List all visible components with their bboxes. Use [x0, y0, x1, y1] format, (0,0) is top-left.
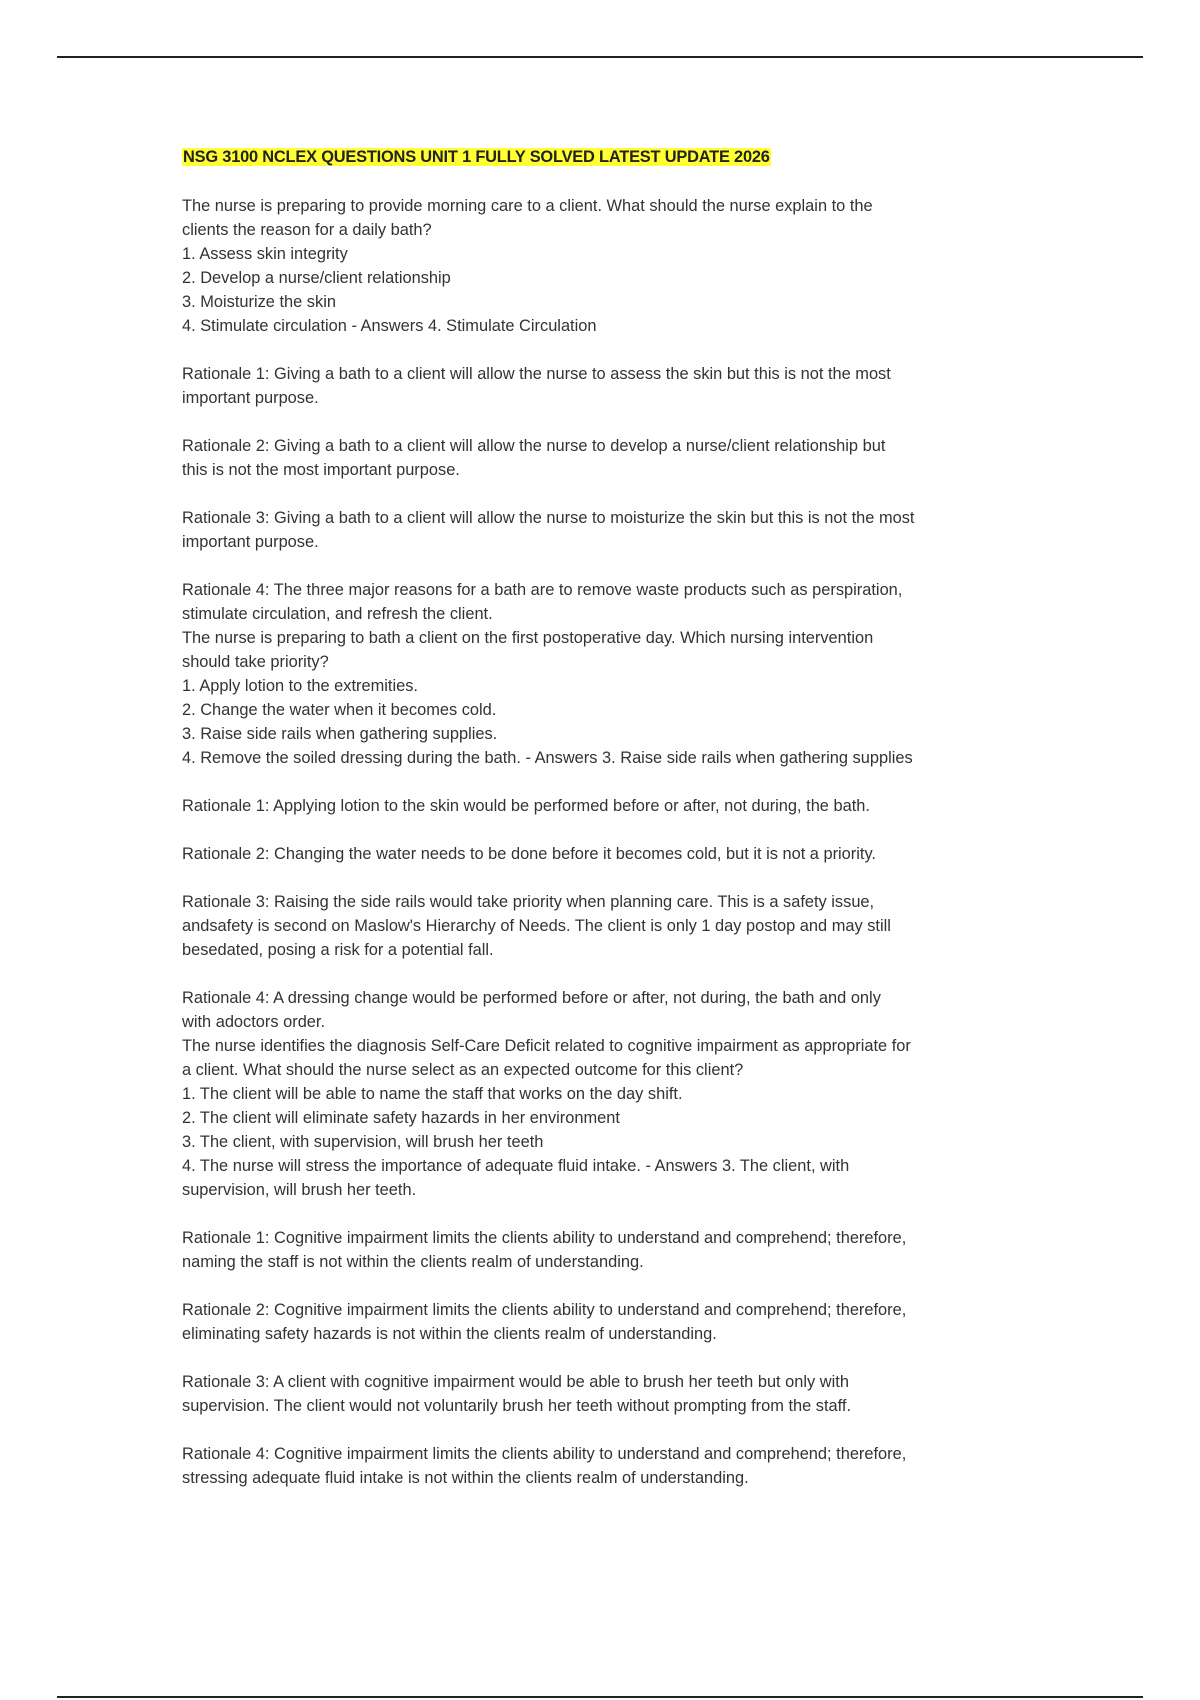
top-rule — [57, 56, 1143, 58]
option-item-with-answer-cont: supervision, will brush her teeth. — [182, 1181, 417, 1199]
option-item: 2. Develop a nurse/client relationship — [182, 269, 451, 287]
option-item: 3. The client, with supervision, will brush her teeth — [182, 1133, 544, 1151]
option-list — [182, 242, 1032, 338]
option-item: 2. The client will eliminate safety hazards in her environment — [182, 1109, 620, 1127]
rationale: Rationale 3: Giving a bath to a client will allow the nurse to moisturize the skin but this is not the most important purpose. — [182, 509, 915, 551]
rationale: Rationale 2: Giving a bath to a client will allow the nurse to develop a nurse/client relationship but this is not the most important purpose. — [182, 437, 886, 479]
question-text: The nurse identifies the diagnosis Self-Care Deficit related to cognitive impairment as appropriate for a client. What should the nurse select as an expected outcome for this client? — [182, 1037, 911, 1079]
document-title: NSG 3100 NCLEX QUESTIONS UNIT 1 FULLY SOLVED LATEST UPDATE 2026 — [183, 148, 770, 166]
rationale: Rationale 3: A client with cognitive impairment would be able to brush her teeth but only with supervision. The client would not voluntarily brush her teeth without prompting from the staff. — [182, 1373, 852, 1415]
option-item-with-answer: 4. Stimulate circulation - Answers 4. Stimulate Circulation — [182, 317, 597, 335]
option-item: 2. Change the water when it becomes cold. — [182, 701, 497, 719]
rationale: Rationale 4: Cognitive impairment limits the clients ability to understand and comprehend; therefore, stressing adequate fluid intake is not within the clients realm of understanding. — [182, 1445, 907, 1487]
rationale: Rationale 1: Giving a bath to a client will allow the nurse to assess the skin but this is not the most important purpose. — [182, 365, 891, 407]
rationale: Rationale 1: Applying lotion to the skin would be performed before or after, not during, the bath. — [182, 797, 870, 815]
bottom-rule — [57, 1696, 1143, 1698]
rationale: Rationale 4: The three major reasons for a bath are to remove waste products such as perspiration, stimulate circulation, and refresh the client. — [182, 581, 903, 623]
question-text: The nurse is preparing to provide morning care to a client. What should the nurse explain to the clients the reason for a daily bath? — [182, 197, 873, 239]
option-item: 1. Apply lotion to the extremities. — [182, 677, 418, 695]
option-item: 3. Raise side rails when gathering supplies. — [182, 725, 498, 743]
document-body — [182, 145, 1032, 1490]
option-list — [182, 674, 1032, 770]
option-list — [182, 1082, 1032, 1202]
rationale: Rationale 4: A dressing change would be performed before or after, not during, the bath and only with adoctors order. — [182, 989, 881, 1031]
title-line — [182, 145, 1032, 169]
rationale: Rationale 3: Raising the side rails would take priority when planning care. This is a safety issue, andsafety is second on Maslow's Hierarchy of Needs. The client is only 1 day postop and may still besedated, posing a risk for a potential fall. — [182, 893, 891, 959]
rationale: Rationale 2: Cognitive impairment limits the clients ability to understand and comprehend; therefore, eliminating safety hazards is not within the clients realm of understanding. — [182, 1301, 907, 1343]
question-block — [182, 194, 1032, 626]
question-block — [182, 626, 1032, 1034]
option-item: 3. Moisturize the skin — [182, 293, 336, 311]
question-text: The nurse is preparing to bath a client on the first postoperative day. Which nursing intervention should take priority? — [182, 629, 874, 671]
question-block — [182, 1034, 1032, 1490]
option-item-with-answer: 4. Remove the soiled dressing during the bath. - Answers 3. Raise side rails when gathering supplies — [182, 749, 913, 767]
option-item-with-answer: 4. The nurse will stress the importance of adequate fluid intake. - Answers 3. The client, with — [182, 1157, 850, 1175]
option-item: 1. The client will be able to name the staff that works on the day shift. — [182, 1085, 683, 1103]
rationale: Rationale 2: Changing the water needs to be done before it becomes cold, but it is not a priority. — [182, 845, 876, 863]
rationale: Rationale 1: Cognitive impairment limits the clients ability to understand and comprehend; therefore, naming the staff is not within the clients realm of understanding. — [182, 1229, 907, 1271]
option-item: 1. Assess skin integrity — [182, 245, 348, 263]
